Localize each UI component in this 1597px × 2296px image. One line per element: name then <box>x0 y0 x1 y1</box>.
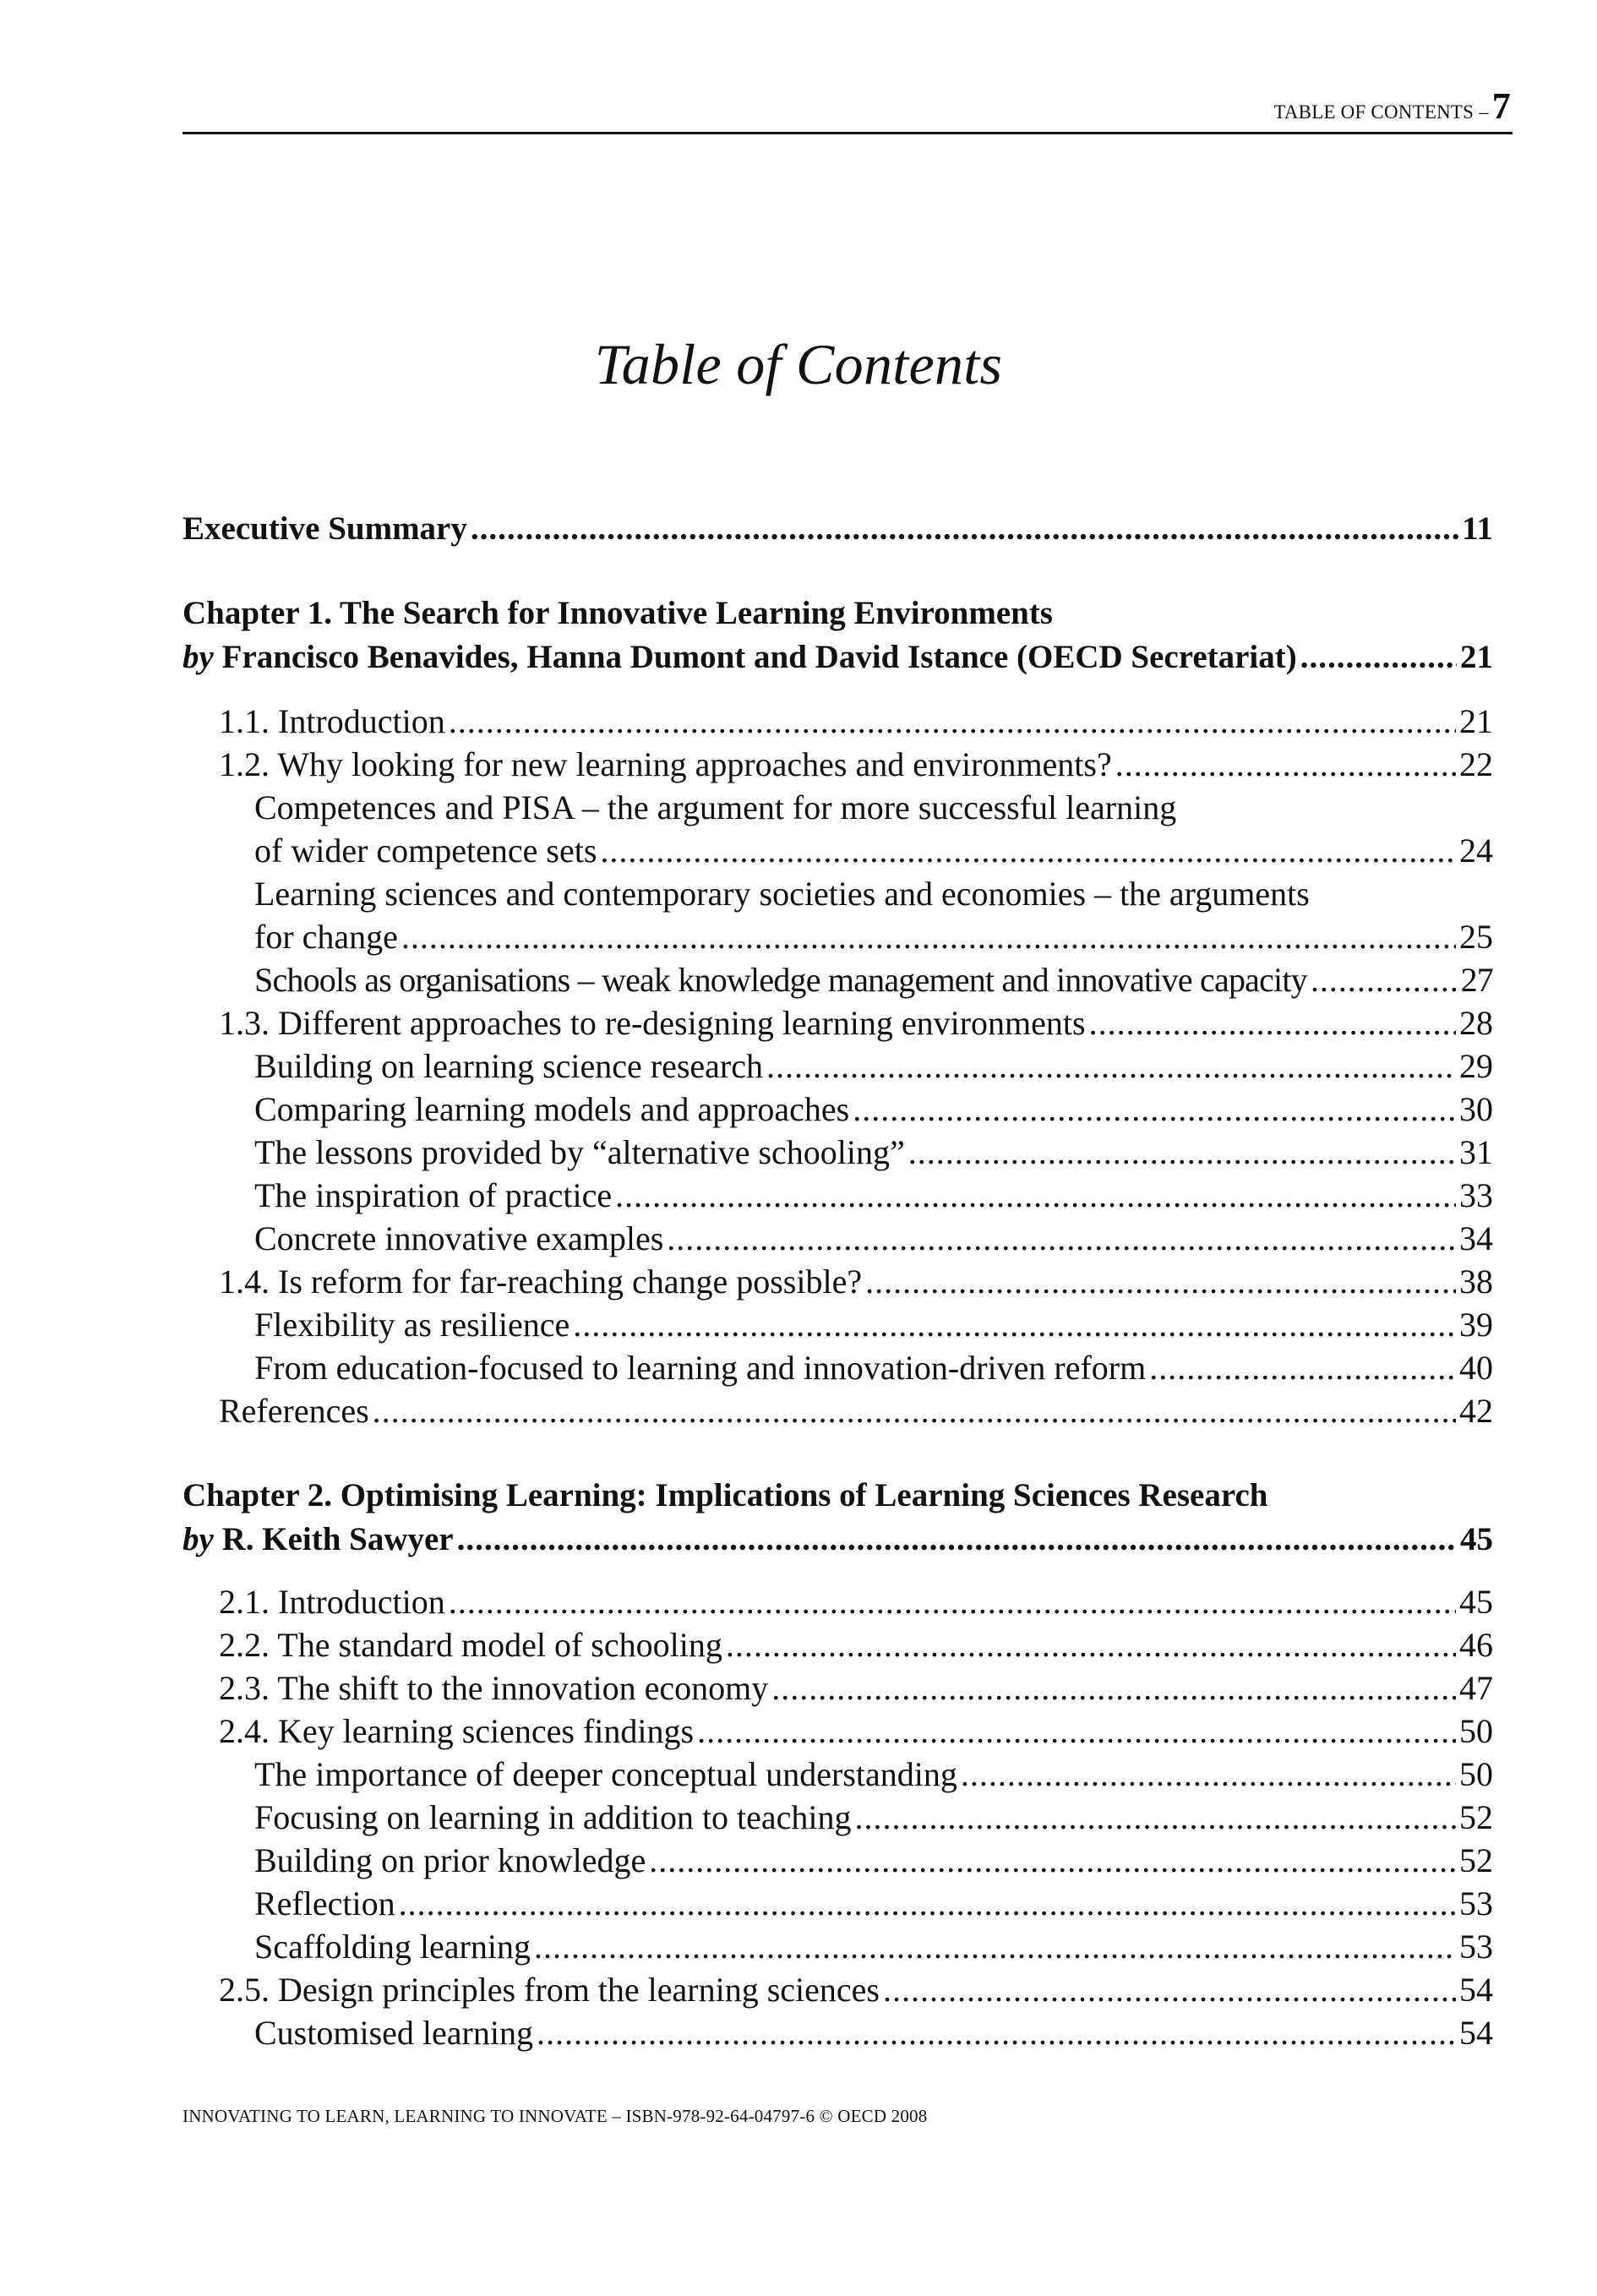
toc-entry[interactable] <box>254 1798 1493 1836</box>
toc-entry[interactable] <box>254 1930 1493 1964</box>
toc-entry-page: 30 <box>1459 1090 1493 1128</box>
toc-entry[interactable] <box>219 1628 1493 1662</box>
toc-entry-line1[interactable]: Competences and PISA – the argument for more successful learning <box>254 788 1177 826</box>
toc-entry-page: 21 <box>1460 639 1493 675</box>
toc-entry-page: 52 <box>1459 1798 1493 1836</box>
toc-entry[interactable] <box>254 2016 1493 2050</box>
toc-entry[interactable] <box>219 1265 1493 1299</box>
toc-entry-label: The importance of deeper conceptual understanding <box>254 1755 957 1793</box>
toc-entry[interactable] <box>219 1585 1493 1619</box>
toc-entry-label: Building on learning science research <box>254 1047 763 1085</box>
running-header-title: TABLE OF CONTENTS – <box>1273 101 1489 123</box>
toc-title: Table of Contents <box>594 332 1003 396</box>
leader-dots <box>373 1394 1456 1428</box>
toc-entry-page: 50 <box>1459 1755 1493 1793</box>
toc-entry-label: Reflection <box>254 1884 395 1922</box>
toc-entry-page: 53 <box>1459 1928 1493 1966</box>
toc-entry-label: Focusing on learning in addition to teaching <box>254 1798 852 1836</box>
leader-dots <box>457 1523 1457 1556</box>
leader-dots <box>1311 963 1458 997</box>
leader-dots <box>697 1715 1456 1748</box>
by-word: by <box>183 1521 214 1557</box>
toc-entry[interactable] <box>219 1669 1493 1707</box>
toc-entry[interactable] <box>254 1219 1493 1257</box>
by-word: by <box>183 639 214 675</box>
toc-entry-page: 46 <box>1459 1626 1493 1664</box>
toc-entry-page: 42 <box>1459 1392 1493 1430</box>
leader-dots <box>471 512 1458 545</box>
toc-entry-page: 34 <box>1459 1219 1493 1257</box>
toc-entry[interactable] <box>219 1973 1493 2007</box>
toc-entry-label: Customised learning <box>254 2014 533 2052</box>
header-rule <box>183 132 1513 134</box>
chapter2-title[interactable]: Chapter 2. Optimising Learning: Implications of Learning Sciences Research <box>183 1477 1268 1513</box>
leader-dots <box>667 1222 1456 1256</box>
toc-entry-label: References <box>219 1392 369 1430</box>
leader-dots <box>449 1585 1456 1619</box>
toc-entry-label: 1.1. Introduction <box>219 702 445 740</box>
toc-entry-line1[interactable]: Learning sciences and contemporary societies and economies – the arguments <box>254 875 1310 913</box>
toc-entry[interactable] <box>219 745 1493 783</box>
toc-entry[interactable] <box>254 920 1493 954</box>
toc-entry-page: 45 <box>1460 1521 1493 1557</box>
toc-entry[interactable] <box>254 1841 1493 1879</box>
toc-entry-page: 27 <box>1460 961 1493 999</box>
toc-entry-label: From education-focused to learning and innovation-driven reform <box>254 1349 1147 1387</box>
toc-entry-label: 2.2. The standard model of schooling <box>219 1626 722 1664</box>
leader-dots <box>865 1265 1456 1299</box>
toc-entry-page: 45 <box>1459 1583 1493 1621</box>
toc-entry-label: 2.3. The shift to the innovation economy <box>219 1669 769 1707</box>
toc-entry-label: Building on prior knowledge <box>254 1841 646 1879</box>
toc-entry-page: 53 <box>1459 1884 1493 1922</box>
toc-entry-label: 2.5. Design principles from the learning sciences <box>219 1971 880 2009</box>
leader-dots <box>1149 1351 1456 1385</box>
leader-dots <box>855 1801 1456 1835</box>
leader-dots <box>449 705 1456 739</box>
toc-entry-label: The lessons provided by “alternative schooling” <box>254 1133 905 1171</box>
leader-dots <box>399 1887 1456 1921</box>
toc-entry[interactable] <box>254 1884 1493 1922</box>
toc-entry-page: 24 <box>1459 832 1493 870</box>
toc-entry-page: 25 <box>1459 918 1493 956</box>
toc-entry-label <box>183 641 1297 674</box>
toc-entry-label: Schools as organisations – weak knowledge management and innovative capacity <box>254 961 1307 999</box>
toc-entry-chapter2-authors[interactable] <box>183 1523 1493 1556</box>
toc-entry-label: 1.3. Different approaches to re-designing learning environments <box>219 1004 1086 1042</box>
leader-dots <box>600 834 1456 868</box>
toc-entry-page: 28 <box>1459 1004 1493 1042</box>
toc-entry-page: 38 <box>1459 1263 1493 1301</box>
running-header <box>183 85 1511 128</box>
toc-entry-page: 52 <box>1459 1841 1493 1879</box>
toc-entry-label: Executive Summary <box>183 510 467 547</box>
toc-entry-page: 21 <box>1459 702 1493 740</box>
toc-entry[interactable] <box>254 1351 1493 1385</box>
toc-entry-page: 11 <box>1462 510 1493 547</box>
chapter2-authors: R. Keith Sawyer <box>213 1521 454 1557</box>
toc-entry[interactable] <box>254 1090 1493 1128</box>
toc-entry-label: Flexibility as resilience <box>254 1306 570 1344</box>
toc-entry-label: Comparing learning models and approaches <box>254 1090 850 1128</box>
toc-entry-page: 54 <box>1459 1971 1493 2009</box>
toc-entry-page: 50 <box>1459 1712 1493 1750</box>
leader-dots <box>1300 641 1457 674</box>
toc-entry-page: 47 <box>1459 1669 1493 1707</box>
leader-dots <box>908 1136 1456 1170</box>
leader-dots <box>537 2016 1456 2050</box>
page-footer: INNOVATING TO LEARN, LEARNING TO INNOVATE – ISBN-978-92-64-04797-6 © OECD 2008 <box>183 2106 928 2126</box>
toc-entry-label: of wider competence sets <box>254 832 597 870</box>
toc-entry-label <box>183 1523 454 1556</box>
leader-dots <box>853 1093 1456 1126</box>
toc-entry-chapter1-authors[interactable] <box>183 641 1493 674</box>
toc-entry-page: 29 <box>1459 1047 1493 1085</box>
toc-entry-executive-summary[interactable] <box>183 512 1493 545</box>
toc-entry[interactable] <box>254 1308 1493 1342</box>
toc-entry[interactable] <box>254 1133 1493 1171</box>
toc-entry-page: 31 <box>1459 1133 1493 1171</box>
toc-entry-page: 22 <box>1459 745 1493 783</box>
leader-dots <box>1089 1006 1456 1040</box>
toc-entry-page: 40 <box>1459 1349 1493 1387</box>
chapter1-authors: Francisco Benavides, Hanna Dumont and David Istance (OECD Secretariat) <box>213 639 1297 675</box>
toc-entry[interactable] <box>254 1047 1493 1085</box>
toc-entry-label: 2.4. Key learning sciences findings <box>219 1712 695 1750</box>
running-header-page-number: 7 <box>1491 85 1511 127</box>
toc-entry[interactable] <box>254 963 1493 997</box>
toc-entry[interactable] <box>254 1755 1493 1793</box>
toc-entry[interactable] <box>219 702 1493 740</box>
toc-entry-label: 1.2. Why looking for new learning approaches and environments? <box>219 745 1112 783</box>
toc-entry-page: 33 <box>1459 1176 1493 1214</box>
leader-dots <box>573 1308 1456 1342</box>
leader-dots <box>649 1844 1456 1878</box>
toc-entry-label: Concrete innovative examples <box>254 1219 664 1257</box>
toc-entry[interactable] <box>219 1006 1493 1040</box>
toc-entry-references[interactable] <box>219 1394 1493 1428</box>
toc-entry-page: 54 <box>1459 2014 1493 2052</box>
leader-dots <box>883 1973 1456 2007</box>
toc-entry-page: 39 <box>1459 1306 1493 1344</box>
toc-entry[interactable] <box>254 1176 1493 1214</box>
leader-dots <box>726 1628 1456 1662</box>
toc-entry-label: Scaffolding learning <box>254 1928 531 1966</box>
leader-dots <box>766 1050 1456 1083</box>
toc-entry-label: for change <box>254 918 398 956</box>
chapter1-title[interactable]: Chapter 1. The Search for Innovative Learning Environments <box>183 595 1053 631</box>
leader-dots <box>1115 748 1456 782</box>
toc-entry[interactable] <box>219 1712 1493 1750</box>
toc-entry-label: The inspiration of practice <box>254 1176 613 1214</box>
toc-entry-label: 1.4. Is reform for far-reaching change possible? <box>219 1263 863 1301</box>
leader-dots <box>615 1179 1456 1213</box>
leader-dots <box>961 1758 1456 1792</box>
toc-entry[interactable] <box>254 834 1493 868</box>
toc-entry-label: 2.1. Introduction <box>219 1583 445 1621</box>
leader-dots <box>771 1672 1456 1705</box>
leader-dots <box>401 920 1456 954</box>
leader-dots <box>534 1930 1456 1964</box>
